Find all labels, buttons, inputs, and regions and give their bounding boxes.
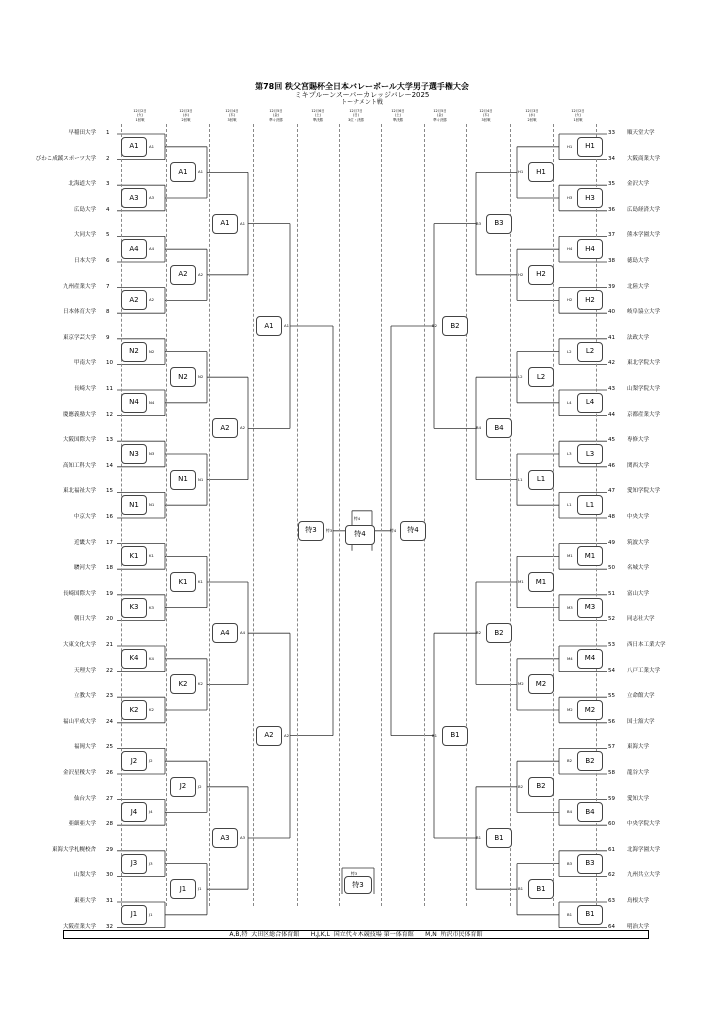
match-tag-r1-right: M4 xyxy=(567,655,573,661)
match-box-r3-left: A2 xyxy=(212,418,238,438)
column-separator xyxy=(381,124,382,906)
match-box-r2-right: B2 xyxy=(528,777,554,797)
match-tag-r3-left: A1 xyxy=(240,220,246,226)
match-tag-r1-left: A2 xyxy=(149,297,155,303)
seed-left: 12 xyxy=(106,411,113,418)
match-tag-r2-right: B2 xyxy=(518,783,524,789)
team-left: 金沢星稜大学 xyxy=(62,770,96,776)
match-tag-r1-right: H3 xyxy=(567,195,573,200)
match-box-r1-right: H3 xyxy=(577,188,603,208)
match-box-r1-right: M2 xyxy=(577,700,603,720)
match-tag-r2-left: A2 xyxy=(198,271,204,277)
seed-left: 20 xyxy=(106,616,113,623)
match-box-r2-right: H1 xyxy=(528,162,554,182)
match-tag-r1-left: K3 xyxy=(149,604,154,610)
match-tag-r1-right: B3 xyxy=(567,860,573,866)
round-date-left: 12月6日 (土) 準決勝 xyxy=(311,109,325,122)
team-right: 名城大学 xyxy=(627,565,650,572)
match-box-r2-left: N1 xyxy=(170,470,196,490)
team-left: 広島大学 xyxy=(73,206,96,213)
match-tag-r1-right: L2 xyxy=(567,348,572,354)
seed-left: 27 xyxy=(106,795,113,802)
match-box-r1-left: K1 xyxy=(121,546,147,566)
match-tag-r2-right: B1 xyxy=(518,886,524,892)
match-tag-r1-left: N4 xyxy=(149,399,155,405)
round-date-right: 12月2日 (火) 1回戦 xyxy=(571,109,585,122)
team-right: 西日本工業大学 xyxy=(627,642,666,648)
team-left: 福山平成大学 xyxy=(62,718,96,725)
match-tag-r2-right: M2 xyxy=(518,681,524,687)
seed-left: 8 xyxy=(106,309,110,316)
seed-right: 54 xyxy=(608,667,615,674)
match-tag-sf-left: 特3 xyxy=(326,527,333,533)
team-left: 東海大学札幌校舎 xyxy=(51,846,96,853)
seed-right: 53 xyxy=(608,642,615,648)
team-left: 仙台大学 xyxy=(73,795,96,802)
match-tag-r1-right: B4 xyxy=(567,809,573,815)
match-box-r3-right: B1 xyxy=(486,828,512,848)
round-date-left: 12月3日 (水) 2回戦 xyxy=(179,109,193,122)
seed-right: 40 xyxy=(608,309,615,316)
match-box-r1-left: N2 xyxy=(121,342,147,362)
match-box-r1-left: A2 xyxy=(121,290,147,310)
match-box-r1-left: K3 xyxy=(121,598,147,618)
match-box-r1-left: J4 xyxy=(121,802,147,822)
seed-left: 31 xyxy=(106,898,113,904)
page-subtitle: ミキプルーンスーパーカレッジバレー2025 xyxy=(294,91,430,99)
seed-left: 19 xyxy=(106,590,113,597)
team-right: 北海学園大学 xyxy=(627,846,661,853)
match-tag-r1-right: M1 xyxy=(567,553,573,559)
match-box-r1-left: A1 xyxy=(121,137,147,157)
match-tag-r2-right: H2 xyxy=(518,271,524,277)
seed-left: 32 xyxy=(106,923,113,930)
team-right: 龍谷大学 xyxy=(627,770,650,776)
match-box-r1-left: N1 xyxy=(121,495,147,515)
match-tag-r1-right: M2 xyxy=(567,707,573,712)
seed-left: 11 xyxy=(106,386,113,392)
match-tag-r1-left: K4 xyxy=(149,655,154,661)
team-right: 徳島大学 xyxy=(627,258,650,264)
match-tag-r1-left: J1 xyxy=(149,911,153,917)
match-tag-r2-left: K2 xyxy=(198,681,203,687)
match-box-r3-left: A4 xyxy=(212,623,238,643)
round-date-left: 12月7日 (日) 3位・決勝 xyxy=(348,109,364,122)
seed-right: 39 xyxy=(608,283,615,290)
team-left: 朝日大学 xyxy=(73,616,96,623)
match-tag-r1-left: J2 xyxy=(149,758,153,764)
seed-right: 58 xyxy=(608,770,615,776)
seed-left: 13 xyxy=(106,437,113,444)
match-tag-r2-left: K1 xyxy=(198,579,203,584)
team-right: 明治大学 xyxy=(627,923,650,930)
match-tag-r1-right: L4 xyxy=(567,399,572,405)
team-left: びわこ成蹊スポーツ大学 xyxy=(35,155,96,162)
seed-left: 21 xyxy=(106,642,113,648)
team-left: 大阪国際大学 xyxy=(62,437,96,444)
match-box-r1-right: L3 xyxy=(577,444,603,464)
column-separator xyxy=(209,124,210,906)
match-tag-r3-left: A3 xyxy=(240,835,246,840)
match-tag-r1-left: J4 xyxy=(149,809,153,815)
seed-left: 6 xyxy=(106,258,110,264)
seed-left: 2 xyxy=(106,155,110,162)
match-tag-r2-right: M1 xyxy=(518,579,524,584)
column-separator xyxy=(297,124,298,906)
match-tag-r2-right: H1 xyxy=(518,169,524,175)
match-box-r2-right: M1 xyxy=(528,572,554,592)
match-box-r1-right: M3 xyxy=(577,598,603,618)
round-date-left: 12月5日 (金) 準々決勝 xyxy=(269,109,283,122)
team-right: 金沢大学 xyxy=(627,181,650,188)
team-right: 筑波大学 xyxy=(627,539,650,546)
seed-right: 57 xyxy=(608,744,615,751)
team-left: 甲南大学 xyxy=(73,360,96,367)
match-box-r3-left: A1 xyxy=(212,214,238,234)
match-box-r1-right: B4 xyxy=(577,802,603,822)
seed-left: 15 xyxy=(106,488,113,495)
match-tag-r3-right: B3 xyxy=(476,220,482,226)
team-left: 大東文化大学 xyxy=(62,642,96,648)
team-left: 大同大学 xyxy=(73,232,96,239)
team-right: 京都産業大学 xyxy=(627,411,661,418)
team-right: 同志社大学 xyxy=(627,616,655,623)
match-tag-r1-right: L3 xyxy=(567,451,572,456)
match-tag-r2-left: N1 xyxy=(198,476,204,482)
match-tag-r1-right: B1 xyxy=(567,911,573,917)
seed-right: 49 xyxy=(608,539,615,546)
team-left: 亜細亜大学 xyxy=(68,821,96,828)
match-tag-r1-left: A3 xyxy=(149,195,155,200)
match-tag-r1-left: K1 xyxy=(149,553,154,559)
seed-right: 63 xyxy=(608,898,615,904)
seed-right: 33 xyxy=(608,130,615,136)
seed-right: 61 xyxy=(608,846,615,853)
team-left: 日本大学 xyxy=(73,258,96,264)
match-box-r1-right: B2 xyxy=(577,751,603,771)
seed-right: 55 xyxy=(608,693,615,700)
match-tag-r1-left: N3 xyxy=(149,451,155,456)
team-left: 長崎大学 xyxy=(73,386,96,392)
seed-right: 46 xyxy=(608,462,615,469)
seed-left: 28 xyxy=(106,821,113,828)
seed-left: 24 xyxy=(106,718,113,725)
seed-right: 52 xyxy=(608,616,615,623)
round-date-right: 12月4日 (木) 3回戦 xyxy=(479,109,493,122)
team-right: 鳥根大学 xyxy=(627,898,650,904)
match-tag-r1-left: K2 xyxy=(149,707,154,712)
match-box-r1-left: J2 xyxy=(121,751,147,771)
team-left: 日本体育大学 xyxy=(62,309,96,316)
seed-right: 47 xyxy=(608,488,615,495)
team-right: 大阪商業大学 xyxy=(627,155,661,162)
match-box-r1-left: J1 xyxy=(121,905,147,925)
seed-left: 14 xyxy=(106,462,113,469)
seed-right: 41 xyxy=(608,334,615,341)
seed-left: 30 xyxy=(106,872,113,879)
seed-left: 16 xyxy=(106,514,113,520)
match-box-r1-left: J3 xyxy=(121,854,147,874)
seed-left: 22 xyxy=(106,667,113,674)
match-box-r2-left: A1 xyxy=(170,162,196,182)
match-tag-qf-right: B2 xyxy=(432,323,438,328)
round-date-right: 12月3日 (水) 2回戦 xyxy=(525,109,539,122)
seed-left: 18 xyxy=(106,565,113,572)
team-right: 愛知大学 xyxy=(627,795,650,802)
team-left: 山梨大学 xyxy=(73,872,96,879)
seed-right: 48 xyxy=(608,514,615,520)
match-tag-sf-right: 特4 xyxy=(390,527,397,533)
match-tag-r1-right: H2 xyxy=(567,297,573,303)
seed-left: 3 xyxy=(106,181,110,188)
match-tag-r1-right: H4 xyxy=(567,246,573,252)
match-tag-r2-right: L1 xyxy=(518,476,523,482)
team-left: 慶應義塾大学 xyxy=(62,411,96,418)
match-box-qf-right: B2 xyxy=(442,316,468,336)
seed-right: 56 xyxy=(608,718,615,725)
team-right: 中央学院大学 xyxy=(627,821,661,828)
match-box-r2-left: A2 xyxy=(170,265,196,285)
seed-right: 38 xyxy=(608,258,615,264)
team-left: 北海道大学 xyxy=(68,181,96,188)
team-left: 東北福祉大学 xyxy=(62,488,96,495)
round-date-left: 12月2日 (火) 1回戦 xyxy=(133,109,147,122)
team-left: 天理大学 xyxy=(73,667,96,674)
seed-right: 35 xyxy=(608,181,615,188)
match-box-r1-right: B3 xyxy=(577,854,603,874)
match-box-qf-left: A1 xyxy=(256,316,282,336)
team-right: 東海大学 xyxy=(627,744,650,751)
seed-left: 25 xyxy=(106,744,113,751)
match-box-r3-right: B2 xyxy=(486,623,512,643)
match-box-r2-right: M2 xyxy=(528,674,554,694)
match-box-r1-right: H2 xyxy=(577,290,603,310)
match-tag-r3-right: B4 xyxy=(476,425,482,431)
team-left: 大阪産業大学 xyxy=(62,923,96,930)
round-date-right: 12月5日 (金) 準々決勝 xyxy=(433,109,447,122)
match-tag-r1-right: H1 xyxy=(567,143,573,149)
match-box-r1-right: L2 xyxy=(577,342,603,362)
match-box-r1-left: N4 xyxy=(121,393,147,413)
seed-right: 34 xyxy=(608,155,615,162)
seed-right: 45 xyxy=(608,437,615,444)
match-box-r2-left: K2 xyxy=(170,674,196,694)
team-left: 高知工科大学 xyxy=(62,462,96,469)
team-right: 関西大学 xyxy=(627,462,650,469)
team-right: 八戸工業大学 xyxy=(627,667,661,674)
match-tag-qf-left: A2 xyxy=(284,732,290,738)
match-box-r2-left: N2 xyxy=(170,367,196,387)
match-box-r2-left: J2 xyxy=(170,777,196,797)
page-title: 第78回 秩父宮賜杯全日本バレーボール大学男子選手権大会 xyxy=(255,82,469,91)
match-tag-qf-left: A1 xyxy=(284,323,290,328)
match-box-r1-right: H4 xyxy=(577,239,603,259)
final-match-box: 特4 xyxy=(345,525,375,545)
match-box-r1-left: A3 xyxy=(121,188,147,208)
match-box-r1-left: A4 xyxy=(121,239,147,259)
seed-right: 43 xyxy=(608,386,615,392)
match-box-r3-right: B4 xyxy=(486,418,512,438)
team-right: 愛知学院大学 xyxy=(627,488,661,495)
seed-left: 7 xyxy=(106,283,110,290)
seed-right: 44 xyxy=(608,411,615,418)
seed-left: 5 xyxy=(106,232,110,239)
column-separator xyxy=(424,124,425,906)
match-tag-qf-right: B1 xyxy=(432,732,438,738)
match-tag-r2-left: A1 xyxy=(198,169,204,175)
team-left: 早稲田大学 xyxy=(68,130,96,136)
team-right: 岐阜協立大学 xyxy=(627,309,661,316)
team-right: 順天堂大学 xyxy=(627,130,655,136)
seed-left: 10 xyxy=(106,360,113,367)
seed-left: 1 xyxy=(106,130,110,136)
column-separator xyxy=(466,124,467,906)
match-box-r2-left: K1 xyxy=(170,572,196,592)
match-tag-r2-left: J1 xyxy=(198,886,202,892)
match-box-r2-right: H2 xyxy=(528,265,554,285)
match-box-r1-left: N3 xyxy=(121,444,147,464)
match-box-qf-left: A2 xyxy=(256,726,282,746)
team-left: 東京学芸大学 xyxy=(62,334,96,341)
match-box-r1-right: M1 xyxy=(577,546,603,566)
column-separator xyxy=(253,124,254,906)
seed-left: 4 xyxy=(106,206,110,213)
match-box-r2-right: L1 xyxy=(528,470,554,490)
seed-left: 23 xyxy=(106,693,113,700)
match-box-r1-right: L4 xyxy=(577,393,603,413)
seed-right: 60 xyxy=(608,821,615,828)
match-tag-r2-right: L2 xyxy=(518,374,523,380)
team-left: 中京大学 xyxy=(73,514,96,520)
third-place-tag: 特3 xyxy=(351,871,358,876)
team-right: 中央大学 xyxy=(627,514,650,520)
team-right: 東北学院大学 xyxy=(627,360,661,367)
match-box-sf-left: 特3 xyxy=(298,521,324,541)
match-box-sf-right: 特4 xyxy=(400,521,426,541)
seed-right: 62 xyxy=(608,872,615,879)
team-right: 富山大学 xyxy=(627,590,650,597)
match-box-r1-left: K2 xyxy=(121,700,147,720)
match-box-r1-right: H1 xyxy=(577,137,603,157)
seed-left: 26 xyxy=(106,770,113,776)
match-box-r1-left: K4 xyxy=(121,649,147,669)
match-tag-r2-left: N2 xyxy=(198,374,204,380)
team-left: 九州産業大学 xyxy=(62,283,96,290)
match-box-r2-right: B1 xyxy=(528,879,554,899)
match-box-r1-right: B1 xyxy=(577,905,603,925)
column-separator xyxy=(339,124,340,906)
match-tag-r1-right: M3 xyxy=(567,604,573,610)
seed-right: 51 xyxy=(608,590,615,597)
seed-right: 36 xyxy=(608,206,615,213)
team-right: 山梨学院大学 xyxy=(627,386,661,392)
team-left: 近畿大学 xyxy=(73,539,96,546)
seed-left: 29 xyxy=(106,846,113,853)
final-tag: 特4 xyxy=(354,515,361,521)
match-tag-r1-left: N2 xyxy=(149,348,155,354)
match-tag-r1-left: N1 xyxy=(149,502,155,508)
team-left: 東亜大学 xyxy=(73,898,96,904)
team-right: 立命館大学 xyxy=(627,693,655,700)
team-right: 国士舘大学 xyxy=(627,718,655,725)
round-date-left: 12月4日 (木) 3回戦 xyxy=(225,109,239,122)
team-left: 立教大学 xyxy=(73,693,96,700)
seed-right: 64 xyxy=(608,923,615,930)
team-right: 広島経済大学 xyxy=(627,206,661,213)
seed-left: 17 xyxy=(106,539,113,546)
match-box-r1-right: L1 xyxy=(577,495,603,515)
match-tag-r2-left: J2 xyxy=(198,783,202,789)
seed-right: 42 xyxy=(608,360,615,367)
match-box-qf-right: B1 xyxy=(442,726,468,746)
match-box-r1-right: M4 xyxy=(577,649,603,669)
seed-right: 50 xyxy=(608,565,615,572)
match-tag-r1-right: B2 xyxy=(567,758,573,764)
team-right: 専修大学 xyxy=(627,437,650,444)
match-box-r2-right: L2 xyxy=(528,367,554,387)
match-tag-r3-left: A2 xyxy=(240,425,246,431)
seed-left: 9 xyxy=(106,334,110,341)
column-separator xyxy=(510,124,511,906)
page-subtitle-2: トーナメント戦 xyxy=(341,99,383,106)
team-left: 長崎国際大学 xyxy=(62,590,96,597)
team-right: 法政大学 xyxy=(627,334,650,341)
team-left: 福岡大学 xyxy=(73,744,96,751)
match-tag-r1-left: A4 xyxy=(149,246,155,252)
match-tag-r3-right: B2 xyxy=(476,630,482,636)
match-tag-r1-left: A1 xyxy=(149,143,155,149)
team-right: 北陸大学 xyxy=(627,283,650,290)
team-right: 九州共立大学 xyxy=(627,872,661,879)
seed-right: 59 xyxy=(608,795,615,802)
match-box-r3-right: B3 xyxy=(486,214,512,234)
match-box-r3-left: A3 xyxy=(212,828,238,848)
team-right: 熊本学園大学 xyxy=(627,232,661,239)
column-separator xyxy=(166,124,167,906)
match-tag-r3-left: A4 xyxy=(240,630,246,636)
match-tag-r1-right: L1 xyxy=(567,502,572,508)
team-left: 駿河大学 xyxy=(73,565,96,572)
round-date-right: 12月6日 (土) 準決勝 xyxy=(391,109,405,122)
match-box-r2-left: J1 xyxy=(170,879,196,899)
match-tag-r1-left: J3 xyxy=(149,860,153,866)
venue-footer: A,B,特 大田区総合体育館 H,J,K,L 国立代々木競技場 第一体育館 M,N 所沢市民体育館 xyxy=(63,930,649,939)
third-place-box: 特3 xyxy=(344,876,372,894)
seed-right: 37 xyxy=(608,232,615,239)
match-tag-r3-right: B1 xyxy=(476,835,482,840)
